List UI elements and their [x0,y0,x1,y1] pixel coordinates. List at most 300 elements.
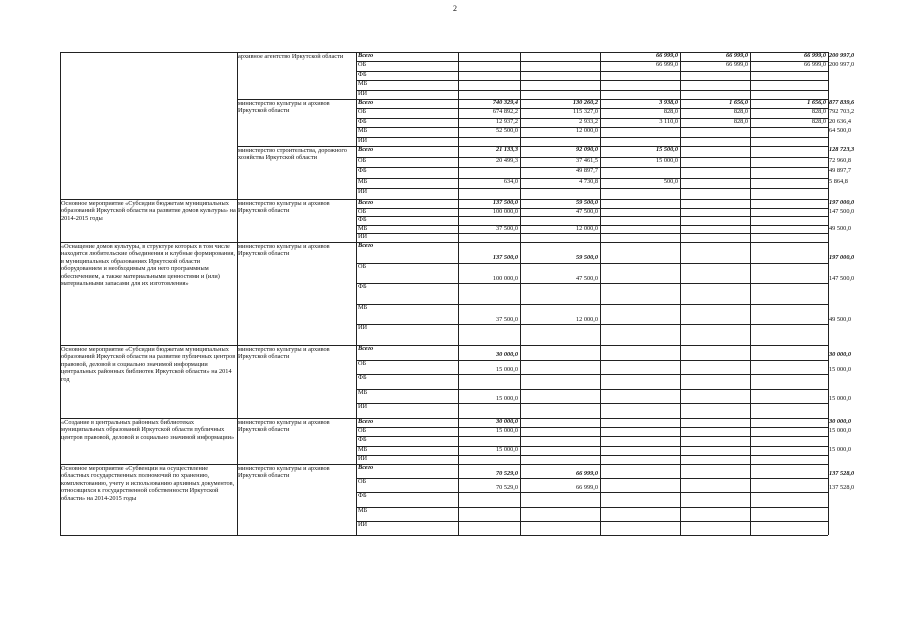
amount-cell: 500,0 [663,177,678,185]
amount-cell [681,455,748,463]
amount-cell: 92 090,0 [575,146,598,153]
amount-cell [601,512,678,520]
funding-source: Всего [358,52,374,59]
amount-cell [521,446,598,454]
funding-source: ИИ [358,89,368,97]
amount-cell: 3 110,0 [659,117,678,125]
amount-cell: 137 500,0 [492,254,518,262]
amount-cell [751,351,826,359]
amount-cell [751,410,826,418]
amount-cell: 137 500,0 [492,199,518,206]
event-cell: Основное мероприятие «Субсидии бюджетам муниципальных образований Иркутской области на развитие домов культуры» на 2014-2015 годы [61,200,236,222]
funding-source: ФБ [358,436,367,444]
amount-cell: 4 730,8 [579,177,598,185]
amount-cell: 72 960,8 [829,156,852,164]
amount-cell [751,436,826,444]
amount-cell: 66 999,0 [655,61,678,69]
amount-cell [681,316,748,324]
amount-cell: 15 000,0 [829,427,852,435]
amount-cell [751,127,826,135]
event-cell: Основное мероприятие «Субсидии бюджетам муниципальных образований Иркутской области на развитие публичных центров правовой, деловой и социально значимой информации центральных районных библиотек Иркутской области» на 2014 год [61,346,236,383]
amount-cell [681,275,748,283]
amount-cell [751,418,826,426]
amount-cell: 37 500,0 [495,224,518,232]
performer-cell: министерство культуры и архивов Иркутской области [238,419,330,434]
table-column-rule [458,52,459,535]
funding-source: Всего [358,199,374,206]
table-rule [356,118,828,119]
table-rule [356,178,828,179]
funding-source: ИИ [358,454,368,462]
amount-cell: 70 529,0 [495,483,518,491]
amount-cell [459,71,518,79]
amount-cell [681,199,748,207]
amount-cell [681,446,748,454]
table-column-rule [520,52,521,535]
amount-cell [601,137,678,145]
table-rule [356,436,828,437]
amount-cell [601,208,678,216]
amount-cell [681,418,748,426]
amount-cell [751,90,826,98]
amount-cell [459,527,518,535]
amount-cell [601,455,678,463]
amount-cell [521,90,598,98]
amount-cell [521,380,598,388]
amount-cell: 49 897,7 [575,167,598,175]
funding-source: Всего [358,146,374,153]
event-cell: «Создание в центральных районных библиотеках муниципальных образований Иркутской области публичных центров правовой, деловой и социально значимой информации» [61,419,235,441]
amount-cell [521,137,598,145]
amount-cell: 197 000,0 [829,199,855,206]
funding-source: Всего [358,345,374,352]
amount-cell [459,80,518,88]
funding-source: ИИ [358,233,368,241]
amount-cell: 147 500,0 [829,274,855,282]
amount-cell [459,337,518,345]
amount-cell: 49 897,7 [829,167,852,175]
table-rule [356,446,828,447]
amount-cell [681,410,748,418]
amount-cell: 30 000,0 [495,351,518,359]
amount-cell [681,80,748,88]
amount-cell [601,470,678,478]
amount-cell [601,436,678,444]
amount-cell: 828,0 [663,108,678,116]
amount-cell: 66 999,0 [803,61,826,69]
amount-cell: 674 892,2 [492,108,518,116]
amount-cell [521,61,598,69]
amount-cell [681,254,748,262]
table-rule [60,52,828,53]
amount-cell: 130 260,2 [572,99,598,106]
funding-source: МБ [358,445,368,453]
amount-cell: 15 000,0 [829,394,852,402]
amount-cell [521,436,598,444]
page-number: 2 [453,4,457,13]
funding-source: МБ [358,388,368,396]
amount-cell: 66 999,0 [575,469,598,477]
amount-cell [751,275,826,283]
amount-cell: 12 937,2 [495,117,518,125]
amount-cell [601,395,678,403]
event-cell: «Оснащение домов культуры, в структуре которых в том числе находятся любительские объединения и клубные формирования, в муниципальных образованиях Иркутской области оборудованием и необходимым для него программным обеспечением, а также материальными ценностями и (или) материальными запасами для их изготовления» [61,243,236,288]
amount-cell [681,380,748,388]
funding-source: ФБ [358,374,367,382]
amount-cell [681,216,748,224]
amount-cell: 47 500,0 [575,274,598,282]
amount-cell: 59 500,0 [575,199,598,206]
funding-source: ОБ [358,262,367,270]
table-rule [356,263,828,264]
table-column-rule [680,52,681,535]
amount-cell: 147 500,0 [829,207,855,215]
amount-cell [601,418,678,426]
table-rule [60,418,828,419]
amount-cell [601,351,678,359]
table-rule [60,242,828,243]
amount-cell [459,380,518,388]
funding-source: ФБ [358,216,367,224]
amount-cell: 1 656,0 [807,99,826,106]
amount-cell: 64 500,0 [829,127,852,135]
amount-cell: 30 000,0 [829,351,852,359]
funding-source: Всего [358,464,374,471]
amount-cell [681,208,748,216]
table-rule [60,464,828,465]
amount-cell [459,61,518,69]
amount-cell: 137 528,0 [829,483,855,491]
amount-cell: 740 329,4 [492,99,518,106]
amount-cell [751,208,826,216]
table-column-rule [356,52,357,535]
amount-cell [681,436,748,444]
amount-cell: 792 703,2 [829,108,855,116]
amount-cell [601,188,678,196]
table-rule [356,455,828,456]
amount-cell [521,527,598,535]
amount-cell: 70 529,0 [495,469,518,477]
amount-cell [681,127,748,135]
amount-cell [601,225,678,233]
table-rule [356,521,828,522]
amount-cell: 15 500,0 [655,146,678,153]
funding-source: ОБ [358,427,367,435]
amount-cell: 828,0 [811,108,826,116]
amount-cell: 15 000,0 [655,156,678,164]
performer-cell: министерство культуры и архивов Иркутской области [238,100,330,115]
amount-cell [459,52,518,60]
amount-cell [681,295,748,303]
funding-source: МБ [358,303,368,311]
amount-cell [601,80,678,88]
amount-cell [751,188,826,196]
amount-cell [521,418,598,426]
amount-cell [601,498,678,506]
amount-cell: 197 000,0 [829,254,855,262]
amount-cell: 137 528,0 [829,469,855,477]
amount-cell [521,395,598,403]
amount-cell [681,188,748,196]
amount-cell: 47 500,0 [575,207,598,215]
amount-cell: 200 997,0 [829,52,855,59]
amount-cell: 20 499,3 [495,156,518,164]
amount-cell [521,80,598,88]
funding-source: МБ [358,127,368,135]
funding-source: ФБ [358,167,367,175]
funding-source: ИИ [358,188,368,196]
event-cell [61,53,236,98]
amount-cell [601,199,678,207]
amount-cell [601,484,678,492]
amount-cell [601,254,678,262]
amount-cell [751,512,826,520]
amount-cell [751,216,826,224]
funding-source: ИИ [358,520,368,528]
amount-cell: 49 500,0 [829,315,852,323]
amount-cell: 1 656,0 [729,99,748,106]
amount-cell [681,157,748,165]
amount-cell [521,295,598,303]
amount-cell: 115 327,0 [573,108,598,116]
amount-cell [681,484,748,492]
amount-cell: 59 500,0 [575,254,598,262]
table-rule [356,61,828,62]
table-rule [356,389,828,390]
amount-cell [601,366,678,374]
amount-cell: 49 500,0 [829,224,852,232]
amount-cell [601,233,678,241]
table-rule [356,167,828,168]
amount-cell [751,137,826,145]
amount-cell: 30 000,0 [829,418,852,425]
amount-cell: 128 723,3 [829,146,855,153]
funding-source: ОБ [358,108,367,116]
amount-cell: 15 000,0 [495,427,518,435]
amount-cell [521,71,598,79]
amount-cell: 15 000,0 [495,445,518,453]
amount-cell [681,146,748,154]
funding-source: ИИ [358,324,368,332]
amount-cell: 15 000,0 [495,394,518,402]
table-column-rule [60,52,61,535]
amount-cell [681,137,748,145]
funding-source: ОБ [358,156,367,164]
performer-cell: министерство культуры и архивов Иркутской области [238,243,330,258]
amount-cell [681,427,748,435]
table-rule [237,99,828,100]
table-rule [356,403,828,404]
amount-cell [459,410,518,418]
table-rule [356,137,828,138]
amount-cell [601,446,678,454]
amount-cell [459,455,518,463]
funding-source: ФБ [358,70,367,78]
performer-cell: министерство культуры и архивов Иркутской области [238,465,330,480]
amount-cell: 15 000,0 [495,365,518,373]
amount-cell [751,337,826,345]
amount-cell [459,436,518,444]
amount-cell [459,216,518,224]
amount-cell [681,71,748,79]
event-cell [61,100,236,145]
amount-cell [601,410,678,418]
amount-cell [601,316,678,324]
amount-cell [751,80,826,88]
amount-cell: 12 000,0 [575,224,598,232]
amount-cell [681,178,748,186]
amount-cell: 828,0 [733,108,748,116]
amount-cell [681,366,748,374]
amount-cell [601,295,678,303]
amount-cell [601,527,678,535]
amount-cell: 66 999,0 [575,483,598,491]
event-cell: Основное мероприятие «Субвенции на осуществление областных государственных полномочий по хранению, комплектованию, учету и использованию архивных документов, относящихся к государственной собственности Иркутской области» на 2014-2015 годы [61,465,235,502]
table-rule [60,535,828,536]
amount-cell [601,90,678,98]
amount-cell: 30 000,0 [495,418,518,425]
amount-cell [751,157,826,165]
amount-cell [751,233,826,241]
amount-cell [751,484,826,492]
amount-cell [521,188,598,196]
table-column-rule [600,52,601,535]
table-rule [356,507,828,508]
amount-cell [521,410,598,418]
table-rule [60,345,828,346]
amount-cell [601,337,678,345]
amount-cell [751,498,826,506]
amount-cell: 66 999,0 [803,52,826,59]
table-rule [356,216,828,217]
funding-source: МБ [358,80,368,88]
table-rule [356,304,828,305]
amount-cell [751,71,826,79]
amount-cell [751,146,826,154]
amount-cell [751,527,826,535]
performer-cell: министерство строительства, дорожного хозяйства Иркутской области [238,147,347,162]
table-rule [356,127,828,128]
funding-source: Всего [358,99,374,106]
amount-cell [601,380,678,388]
amount-cell: 12 000,0 [575,127,598,135]
amount-cell [681,337,748,345]
table-rule [356,283,828,284]
amount-cell [751,395,826,403]
amount-cell: 20 636,4 [829,117,852,125]
amount-cell: 66 999,0 [725,61,748,69]
table-rule [356,360,828,361]
table-rule [237,146,828,147]
amount-cell [521,351,598,359]
amount-cell [601,127,678,135]
amount-cell [751,199,826,207]
funding-source: Всего [358,418,374,425]
amount-cell: 877 839,6 [829,99,855,106]
performer-cell: министерство культуры и архивов Иркутской области [238,200,330,215]
funding-source: МБ [358,224,368,232]
amount-cell: 12 000,0 [575,315,598,323]
amount-cell [751,455,826,463]
amount-cell [521,498,598,506]
amount-cell [459,295,518,303]
funding-source: ОБ [358,359,367,367]
amount-cell [521,52,598,60]
table-rule [356,71,828,72]
table-rule [356,492,828,493]
funding-source: ОБ [358,478,367,486]
amount-cell: 2 933,2 [579,117,598,125]
amount-cell [601,275,678,283]
amount-cell [751,446,826,454]
funding-source: Всего [358,242,374,249]
amount-cell [681,351,748,359]
amount-cell [751,470,826,478]
amount-cell [681,167,748,175]
amount-cell [459,233,518,241]
funding-source: ФБ [358,492,367,500]
amount-cell: 37 461,5 [575,156,598,164]
amount-cell [601,427,678,435]
amount-cell: 15 000,0 [829,365,852,373]
amount-cell [459,167,518,175]
amount-cell [521,512,598,520]
amount-cell [751,366,826,374]
table-column-rule [750,52,751,535]
event-cell [61,147,236,198]
amount-cell: 21 133,3 [495,146,518,153]
amount-cell [459,90,518,98]
amount-cell [601,71,678,79]
amount-cell: 828,0 [811,117,826,125]
amount-cell: 828,0 [733,117,748,125]
amount-cell [681,498,748,506]
amount-cell: 66 999,0 [725,52,748,59]
amount-cell [601,167,678,175]
amount-cell [521,427,598,435]
table-column-rule [237,52,238,535]
amount-cell: 100 000,0 [492,274,518,282]
table-rule [356,324,828,325]
amount-cell [751,225,826,233]
amount-cell [521,216,598,224]
table-rule [356,374,828,375]
performer-cell: министерство культуры и архивов Иркутской области [238,346,330,361]
funding-source: ФБ [358,117,367,125]
amount-cell: 37 500,0 [495,315,518,323]
amount-cell: 3 938,0 [659,99,678,106]
amount-cell [601,216,678,224]
funding-source: МБ [358,506,368,514]
amount-cell [681,233,748,241]
amount-cell [681,90,748,98]
amount-cell: 5 864,8 [829,177,848,185]
table-rule [356,427,828,428]
amount-cell [751,427,826,435]
amount-cell [521,455,598,463]
funding-source: ОБ [358,61,367,69]
amount-cell [751,295,826,303]
table-rule [356,225,828,226]
table-rule [356,157,828,158]
amount-cell [681,527,748,535]
amount-cell: 100 000,0 [492,207,518,215]
table-rule [356,478,828,479]
amount-cell [681,395,748,403]
table-rule [356,90,828,91]
amount-cell: 66 999,0 [655,52,678,59]
amount-cell [751,178,826,186]
